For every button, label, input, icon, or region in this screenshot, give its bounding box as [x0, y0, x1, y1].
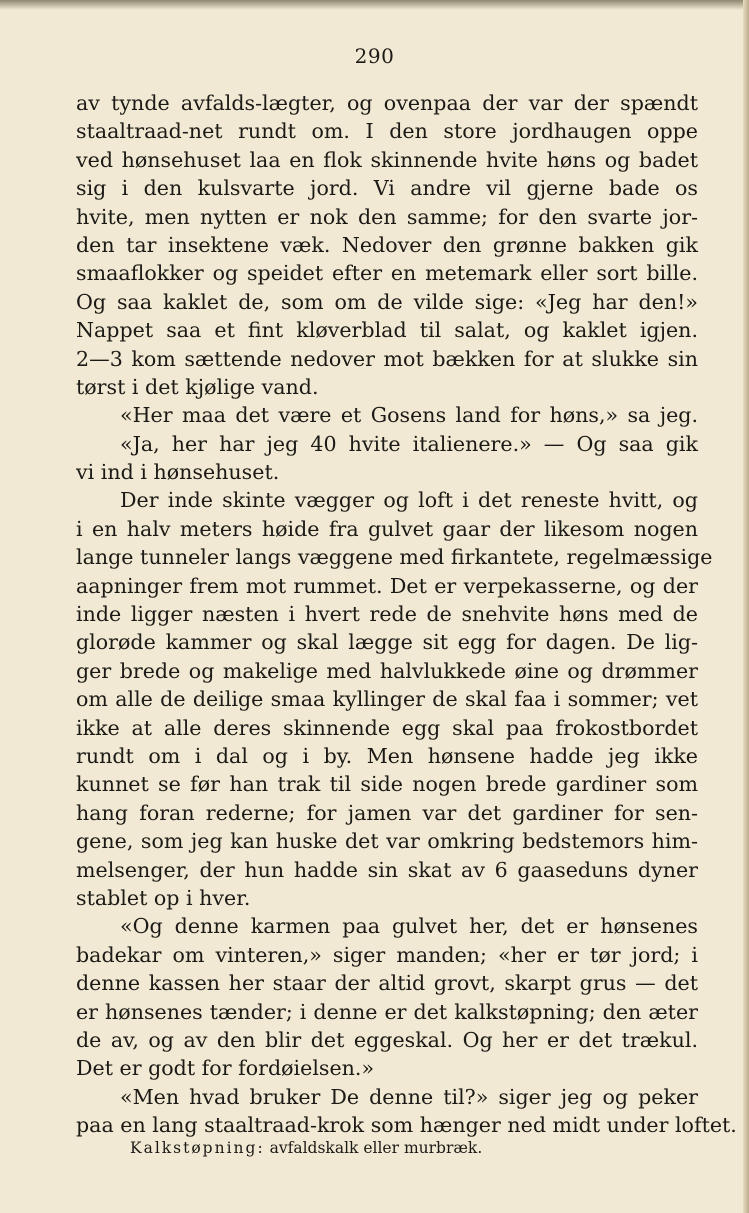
page-top-shadow: [0, 0, 749, 10]
text-line: Der inde skinte vægger og loft i det reneste hvitt, og: [120, 488, 698, 513]
text-line: den tar insektene væk. Nedover den grønne bakken gik: [76, 232, 698, 257]
text-line: ved hønsehuset laa en flok skinnende hvite høns og badet: [76, 147, 698, 172]
text-line: staaltraad-net rundt om. I den store jordhaugen oppe: [76, 119, 698, 144]
text-line: vi ind i hønsehuset.: [76, 460, 280, 485]
text-line: de av, og av den blir det eggeskal. Og her er det trækul.: [76, 1027, 698, 1052]
text-line: ikke at alle deres skinnende egg skal paa frokostbordet: [76, 715, 698, 740]
text-line: «Og denne karmen paa gulvet her, det er hønsenes: [120, 914, 698, 939]
footnote-term: Kalkstøpning:: [130, 1139, 265, 1157]
footnote-definition: avfaldskalk eller murbræk.: [269, 1139, 483, 1157]
text-line: «Men hvad bruker De denne til?» siger jeg og peker: [120, 1084, 698, 1109]
text-line: tørst i det kjølige vand.: [76, 374, 319, 399]
text-line: smaaflokker og speidet efter en metemark eller sort bille.: [76, 261, 698, 286]
text-line: Og saa kaklet de, som om de vilde sige: «Jeg har den!»: [76, 289, 698, 314]
text-line: melsenger, der hun hadde sin skat av 6 gaaseduns dyner: [76, 857, 698, 882]
text-line: aapninger frem mot rummet. Det er verpekasserne, og der: [76, 573, 698, 598]
text-line: kunnet se før han trak til side nogen brede gardiner som: [76, 772, 698, 797]
text-line: gene, som jeg kan huske det var omkring bedstemors him-: [76, 829, 698, 854]
text-line: Det er godt for fordøielsen.»: [76, 1056, 375, 1081]
text-line: inde ligger næsten i hvert rede de snehvite høns med de: [76, 602, 698, 627]
text-line: sig i den kulsvarte jord. Vi andre vil gjerne bade os: [76, 176, 698, 201]
text-line: stablet op i hver.: [76, 885, 251, 910]
page-number: 290: [354, 44, 395, 68]
text-line: «Ja, her har jeg 40 hvite italienere.» — Og saa gik: [120, 431, 698, 456]
text-line: hvite, men nytten er nok den samme; for den svarte jor-: [76, 204, 698, 229]
page-edge: [743, 0, 749, 1213]
text-line: Nappet saa et fint kløverblad til salat, og kaklet igjen.: [76, 318, 698, 343]
text-line: lange tunneler langs væggene med firkantete, regelmæssige: [76, 545, 713, 570]
text-line: om alle de deilige smaa kyllinger de skal faa i sommer; vet: [76, 687, 698, 712]
text-line: av tynde avfalds-lægter, og ovenpaa der var der spændt: [76, 91, 698, 115]
text-line: i en halv meters høide fra gulvet gaar der likesom nogen: [76, 516, 698, 541]
text-line: er hønsenes tænder; i denne er det kalkstøpning; den æter: [76, 999, 698, 1024]
text-line: rundt om i dal og i by. Men hønsene hadde jeg ikke: [76, 743, 698, 768]
text-line: denne kassen her staar der altid grovt, skarpt grus — det: [76, 971, 698, 996]
body-text: [76, 89, 737, 1139]
text-line: paa en lang staaltraad-krok som hænger ned midt under loftet.: [76, 1113, 737, 1138]
text-line: glorøde kammer og skal lægge sit egg for dagen. De lig-: [76, 630, 698, 655]
text-line: ger brede og makelige med halvlukkede øine og drømmer: [76, 658, 698, 683]
text-line: hang foran rederne; for jamen var det gardiner for sen-: [76, 800, 698, 825]
text-line: 2—3 kom sættende nedover mot bækken for at slukke sin: [76, 346, 698, 371]
text-line: badekar om vinteren,» siger manden; «her er tør jord; i: [76, 942, 698, 967]
text-line: «Her maa det være et Gosens land for høns,» sa jeg.: [120, 403, 698, 428]
footnote: [130, 1139, 482, 1157]
